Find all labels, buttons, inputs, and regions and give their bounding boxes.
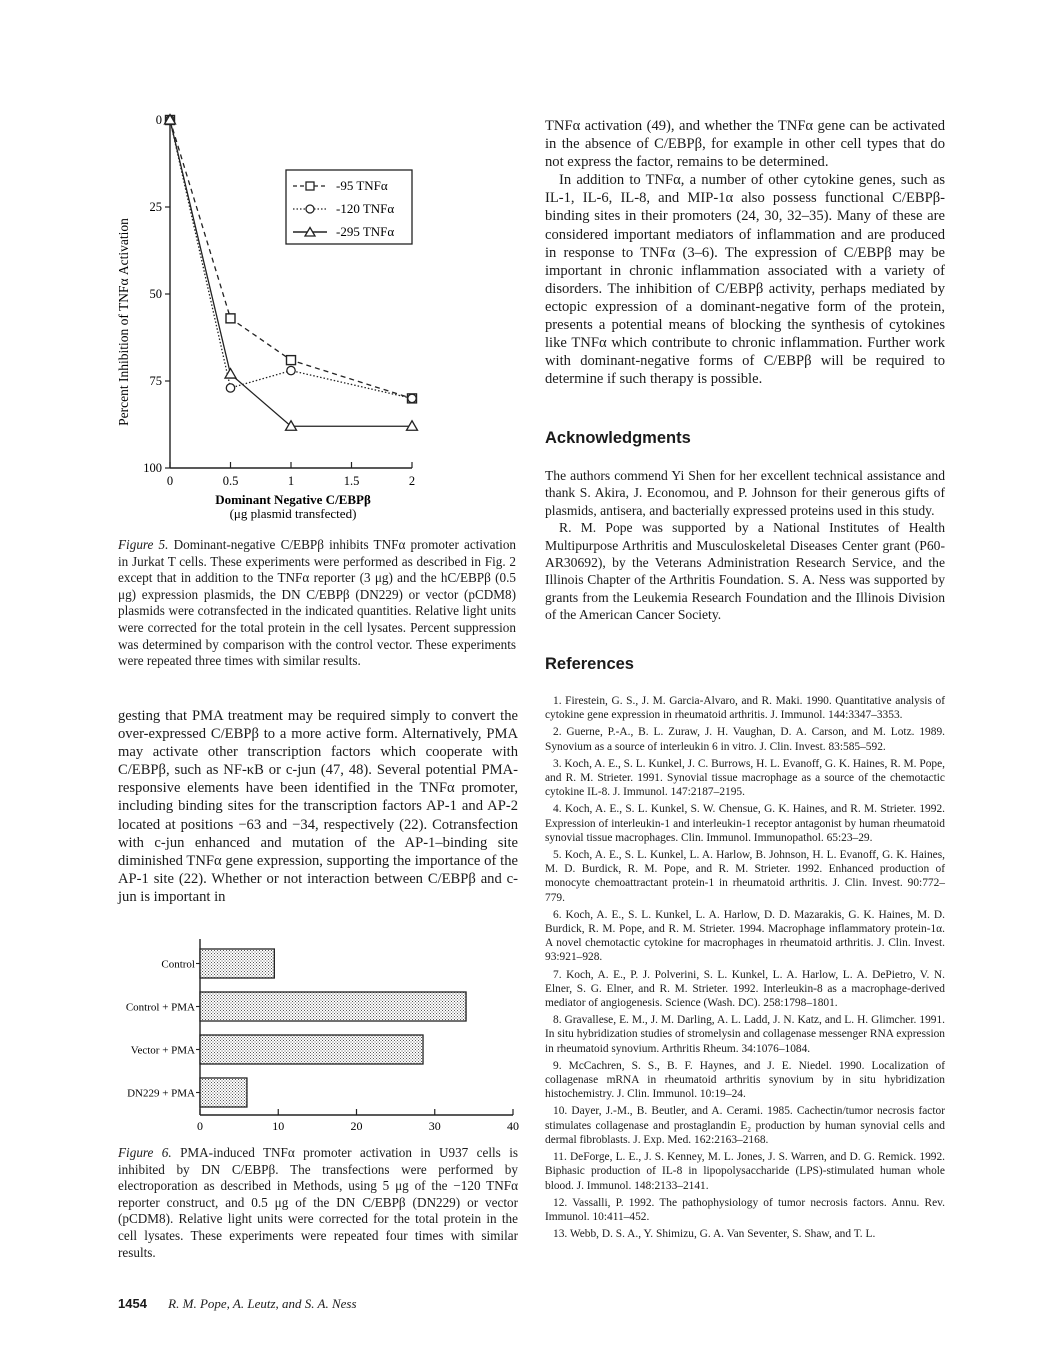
category-label: DN229 + PMA <box>127 1087 195 1100</box>
acknowledgments-body <box>545 467 945 624</box>
paragraph: In addition to TNFα, a number of other cytokine genes, such as IL-1, IL-6, IL-8, and MIP-1α also possess functional C/EBPβ-binding sites in their promoters (24, 30, 32–35). Many of these are considered important mediators of inflammation and are produced in response to TNFα (3–6). The expression of C/EBPβ may be important in chronic inflammation associated with a variety of disorders. The inhibition of C/EBPβ activity, perhaps mediated by ectopic expression of a dominant-negative form of the protein, presents a potential means of blocking the synthesis of cytokines like TNFα which contribute to chronic inflammation. Further work with dominant-negative forms of C/EBPβ will be required to determine if such therapy is possible. <box>545 172 945 388</box>
bar <box>200 949 274 978</box>
reference-item: 12. Vassalli, P. 1992. The pathophysiology of tumor necrosis factors. Annu. Rev. Immunol. 10:411–452. <box>545 1196 945 1223</box>
paragraph: TNFα activation (49), and whether the TNFα gene can be activated in the absence of C/EBPβ, for example in other cell types that do not express the factor, remains to be determined. <box>545 118 945 171</box>
x-tick-label: 10 <box>272 1119 285 1133</box>
circle-marker-icon <box>306 205 314 213</box>
reference-item: 2. Guerne, P.-A., B. L. Zuraw, J. H. Vaughan, D. A. Carson, and M. Lotz. 1989. Synovium as a source of interleukin 6 in vitro. J. Clin. Invest. 83:585–592. <box>545 726 945 753</box>
x-tick-label: 30 <box>428 1119 441 1133</box>
square-marker <box>287 356 296 365</box>
reference-item: 5. Koch, A. E., S. L. Kunkel, L. A. Harlow, B. Johnson, H. L. Evanoff, G. K. Haines, M. D. Burdick, R. M. Pope, and R. M. Strieter. 1992. Enhanced production of monocyte chemoattractant protein-1 in rheumatoid arthritis. J. Clin. Invest. 90:772–779. <box>545 849 945 904</box>
triangle-marker <box>407 421 418 431</box>
circle-marker <box>408 394 416 402</box>
x-tick-label: 1 <box>287 474 295 488</box>
page-footer <box>118 1296 357 1312</box>
bar <box>200 992 466 1021</box>
running-authors: R. M. Pope, A. Leutz, and S. A. Ness <box>168 1296 357 1311</box>
x-tick-label: 2 <box>408 474 416 488</box>
legend-label: -295 TNFα <box>336 224 395 239</box>
page-number: 1454 <box>118 1296 147 1311</box>
square-marker-icon <box>306 182 314 190</box>
category-label: Control <box>161 958 195 971</box>
caption-label: Figure 6. <box>118 1145 172 1160</box>
category-label: Vector + PMA <box>130 1044 195 1057</box>
bar <box>200 1078 247 1107</box>
x-tick-label: 1.5 <box>343 474 360 488</box>
reference-item: 11. DeForge, L. E., J. S. Kenney, M. L. Jones, J. S. Warren, and D. G. Remick. 1992. Biphasic production of IL-8 in lipopolysaccharide (LPS)-stimulated human whole blood. J. Immunol. 148:2133–2141. <box>545 1151 945 1192</box>
acknowledgments-heading: Acknowledgments <box>545 429 691 447</box>
y-axis-label: Percent Inhibition of TNFα Activation <box>116 218 131 426</box>
left-body-paragraph: gesting that PMA treatment may be required simply to convert the over-expressed C/EBPβ to a more active form. Alternatively, PMA may activate other transcription factors which cooperate with C/EBPβ, such as NF-κB or c-jun (47, 48). Several potential PMA-responsive elements have been identified in the TNFα promoter, including binding sites for the transcription factors AP-1 and AP-2 located at positions −63 and −34, respectively (22). Cotransfection with c-jun enhanced and mutation of the AP-1–binding site diminished TNFα gene expression, supporting the importance of the AP-1 site (22). Whether or not interaction between C/EBPβ and c-jun is important in <box>118 708 518 905</box>
legend-label: -95 TNFα <box>336 178 388 193</box>
reference-item: 7. Koch, A. E., P. J. Polverini, S. L. Kunkel, L. A. Harlow, L. A. DePietro, V. N. Elner, S. G. Elner, and R. M. Strieter. 1992. Interleukin-8 as a macrophage-derived mediator of angiogenesis. Science (Wash. DC). 258:1798–1801. <box>545 968 945 1010</box>
caption-text: PMA-induced TNFα promoter activation in U937 cells is inhibited by DN C/EBPβ. The transfections were performed by electroporation as described in Methods, using 5 μg of the −120 TNFα reporter construct, and 0.5 μg of the DN C/EBPβ (DN229) or vector (pCDM8). Relative light units were corrected for the total protein in the cell lysates. These experiments were repeated four times with similar results. <box>118 1145 519 1260</box>
figure6-caption <box>118 1145 518 1261</box>
x-tick-label: 0 <box>197 1119 203 1133</box>
bar <box>200 1035 423 1064</box>
right-body <box>545 117 945 388</box>
square-marker <box>226 314 235 323</box>
reference-item: 8. Gravallese, E. M., J. M. Darling, A. L. Ladd, J. N. Katz, and L. H. Glimcher. 1991. In situ hybridization studies of stromelysin and collagenase messenger RNA expression in rheumatoid synovium. Arthritis Rheum. 34:1076–1084. <box>545 1014 945 1055</box>
y-tick-label: 100 <box>143 461 162 475</box>
x-axis-label-line1: Dominant Negative C/EBPβ <box>215 492 371 507</box>
reference-item: 3. Koch, A. E., S. L. Kunkel, J. C. Burrows, H. L. Evanoff, G. K. Haines, R. M. Pope, and R. M. Strieter. 1991. Synovial tissue macrophage as a source of the chemotactic cytokine IL-8. J. Immunol. 147:2187–2195. <box>545 757 945 799</box>
x-tick-label: 40 <box>507 1119 519 1133</box>
figure6-chart <box>118 935 528 1135</box>
paragraph: The authors commend Yi Shen for her excellent technical assistance and thank S. Akira, J. Economou, and P. Johnson for their generous gifts of plasmids, antisera, and bacterially expressed proteins used in this study. <box>545 468 945 518</box>
series-line <box>170 120 412 426</box>
y-tick-label: 75 <box>149 374 162 388</box>
x-axis-label-line2: (μg plasmid transfected) <box>229 506 357 521</box>
reference-item: 6. Koch, A. E., S. L. Kunkel, L. A. Harlow, D. D. Mazarakis, G. K. Haines, M. D. Burdick, R. M. Pope, and R. M. Strieter. 1994. Macrophage inflammatory protein-1α. A novel chemotactic cytokine for macrophages in rheumatoid arthritis. J. Clin. Invest. 93:921–928. <box>545 908 945 964</box>
paragraph: R. M. Pope was supported by a National Institutes of Health Multipurpose Arthritis and Musculoskeletal Diseases Center grant (P60-AR30692), by the Veterans Administration Research Service, and the Illinois Chapter of the Arthritis Foundation. S. A. Ness was supported by grants from the Leukemia Research Foundation and the Illinois Division of the American Cancer Society. <box>545 520 945 623</box>
reference-item: 9. McCachren, S. S., B. F. Haynes, and J. E. Niedel. 1990. Localization of collagenase mRNA in rheumatoid arthritis synovium by in situ hybridization histochemistry. J. Clin. Immunol. 10:19–24. <box>545 1059 945 1101</box>
reference-item: 1. Firestein, G. S., J. M. Garcia-Alvaro, and R. Maki. 1990. Quantitative analysis of cytokine gene expression in rheumatoid arthritis. J. Immunol. 144:3347–3353. <box>545 695 945 722</box>
figure5-chart <box>110 112 430 522</box>
x-tick-label: 0.5 <box>222 474 239 488</box>
caption-label: Figure 5. <box>118 537 169 552</box>
y-tick-label: 50 <box>149 287 162 301</box>
reference-item: 10. Dayer, J.-M., B. Beutler, and A. Cerami. 1985. Cachectin/tumor necrosis factor stimulates collagenase and prostaglandin E₂ production by human synovial cells and dermal fibroblasts. J. Exp. Med. 162:2163–2168. <box>545 1105 945 1146</box>
category-label: Control + PMA <box>125 1001 195 1014</box>
circle-marker <box>226 384 234 392</box>
reference-item: 4. Koch, A. E., S. L. Kunkel, S. W. Chensue, G. K. Haines, and R. M. Strieter. 1992. Expression of interleukin-1 and interleukin-1 receptor antagonist by human rheumatoid synovial tissue macrophages. Clin. Immunol. Immunopathol. 65:23–29. <box>545 803 945 844</box>
chart-legend <box>286 170 412 244</box>
circle-marker <box>287 366 295 374</box>
figure5-caption <box>118 537 516 670</box>
caption-text: Dominant-negative C/EBPβ inhibits TNFα promoter activation in Jurkat T cells. These experiments were performed as described in Fig. 2 except that in addition to the TNFα reporter (3 μg) and the hC/EBPβ (0.5 μg) expression plasmids, the DN C/EBPβ (DN229) or vector (pCDM8) plasmids were cotransfected in the indicated quantities. Relative light units were corrected for the total protein in the cell lysates. Percent suppression was determined by comparison with the control vector. These experiments were repeated three times with similar results. <box>118 537 517 669</box>
x-tick-label: 20 <box>350 1119 363 1133</box>
y-tick-label: 0 <box>155 113 162 127</box>
reference-item: 13. Webb, D. S. A., Y. Shimizu, G. A. Van Seventer, S. Shaw, and T. L. <box>553 1228 876 1241</box>
references-heading: References <box>545 655 634 673</box>
y-tick-label: 25 <box>149 200 162 214</box>
legend-label: -120 TNFα <box>336 201 395 216</box>
reference-list <box>545 694 945 1244</box>
x-tick-label: 0 <box>166 474 174 488</box>
